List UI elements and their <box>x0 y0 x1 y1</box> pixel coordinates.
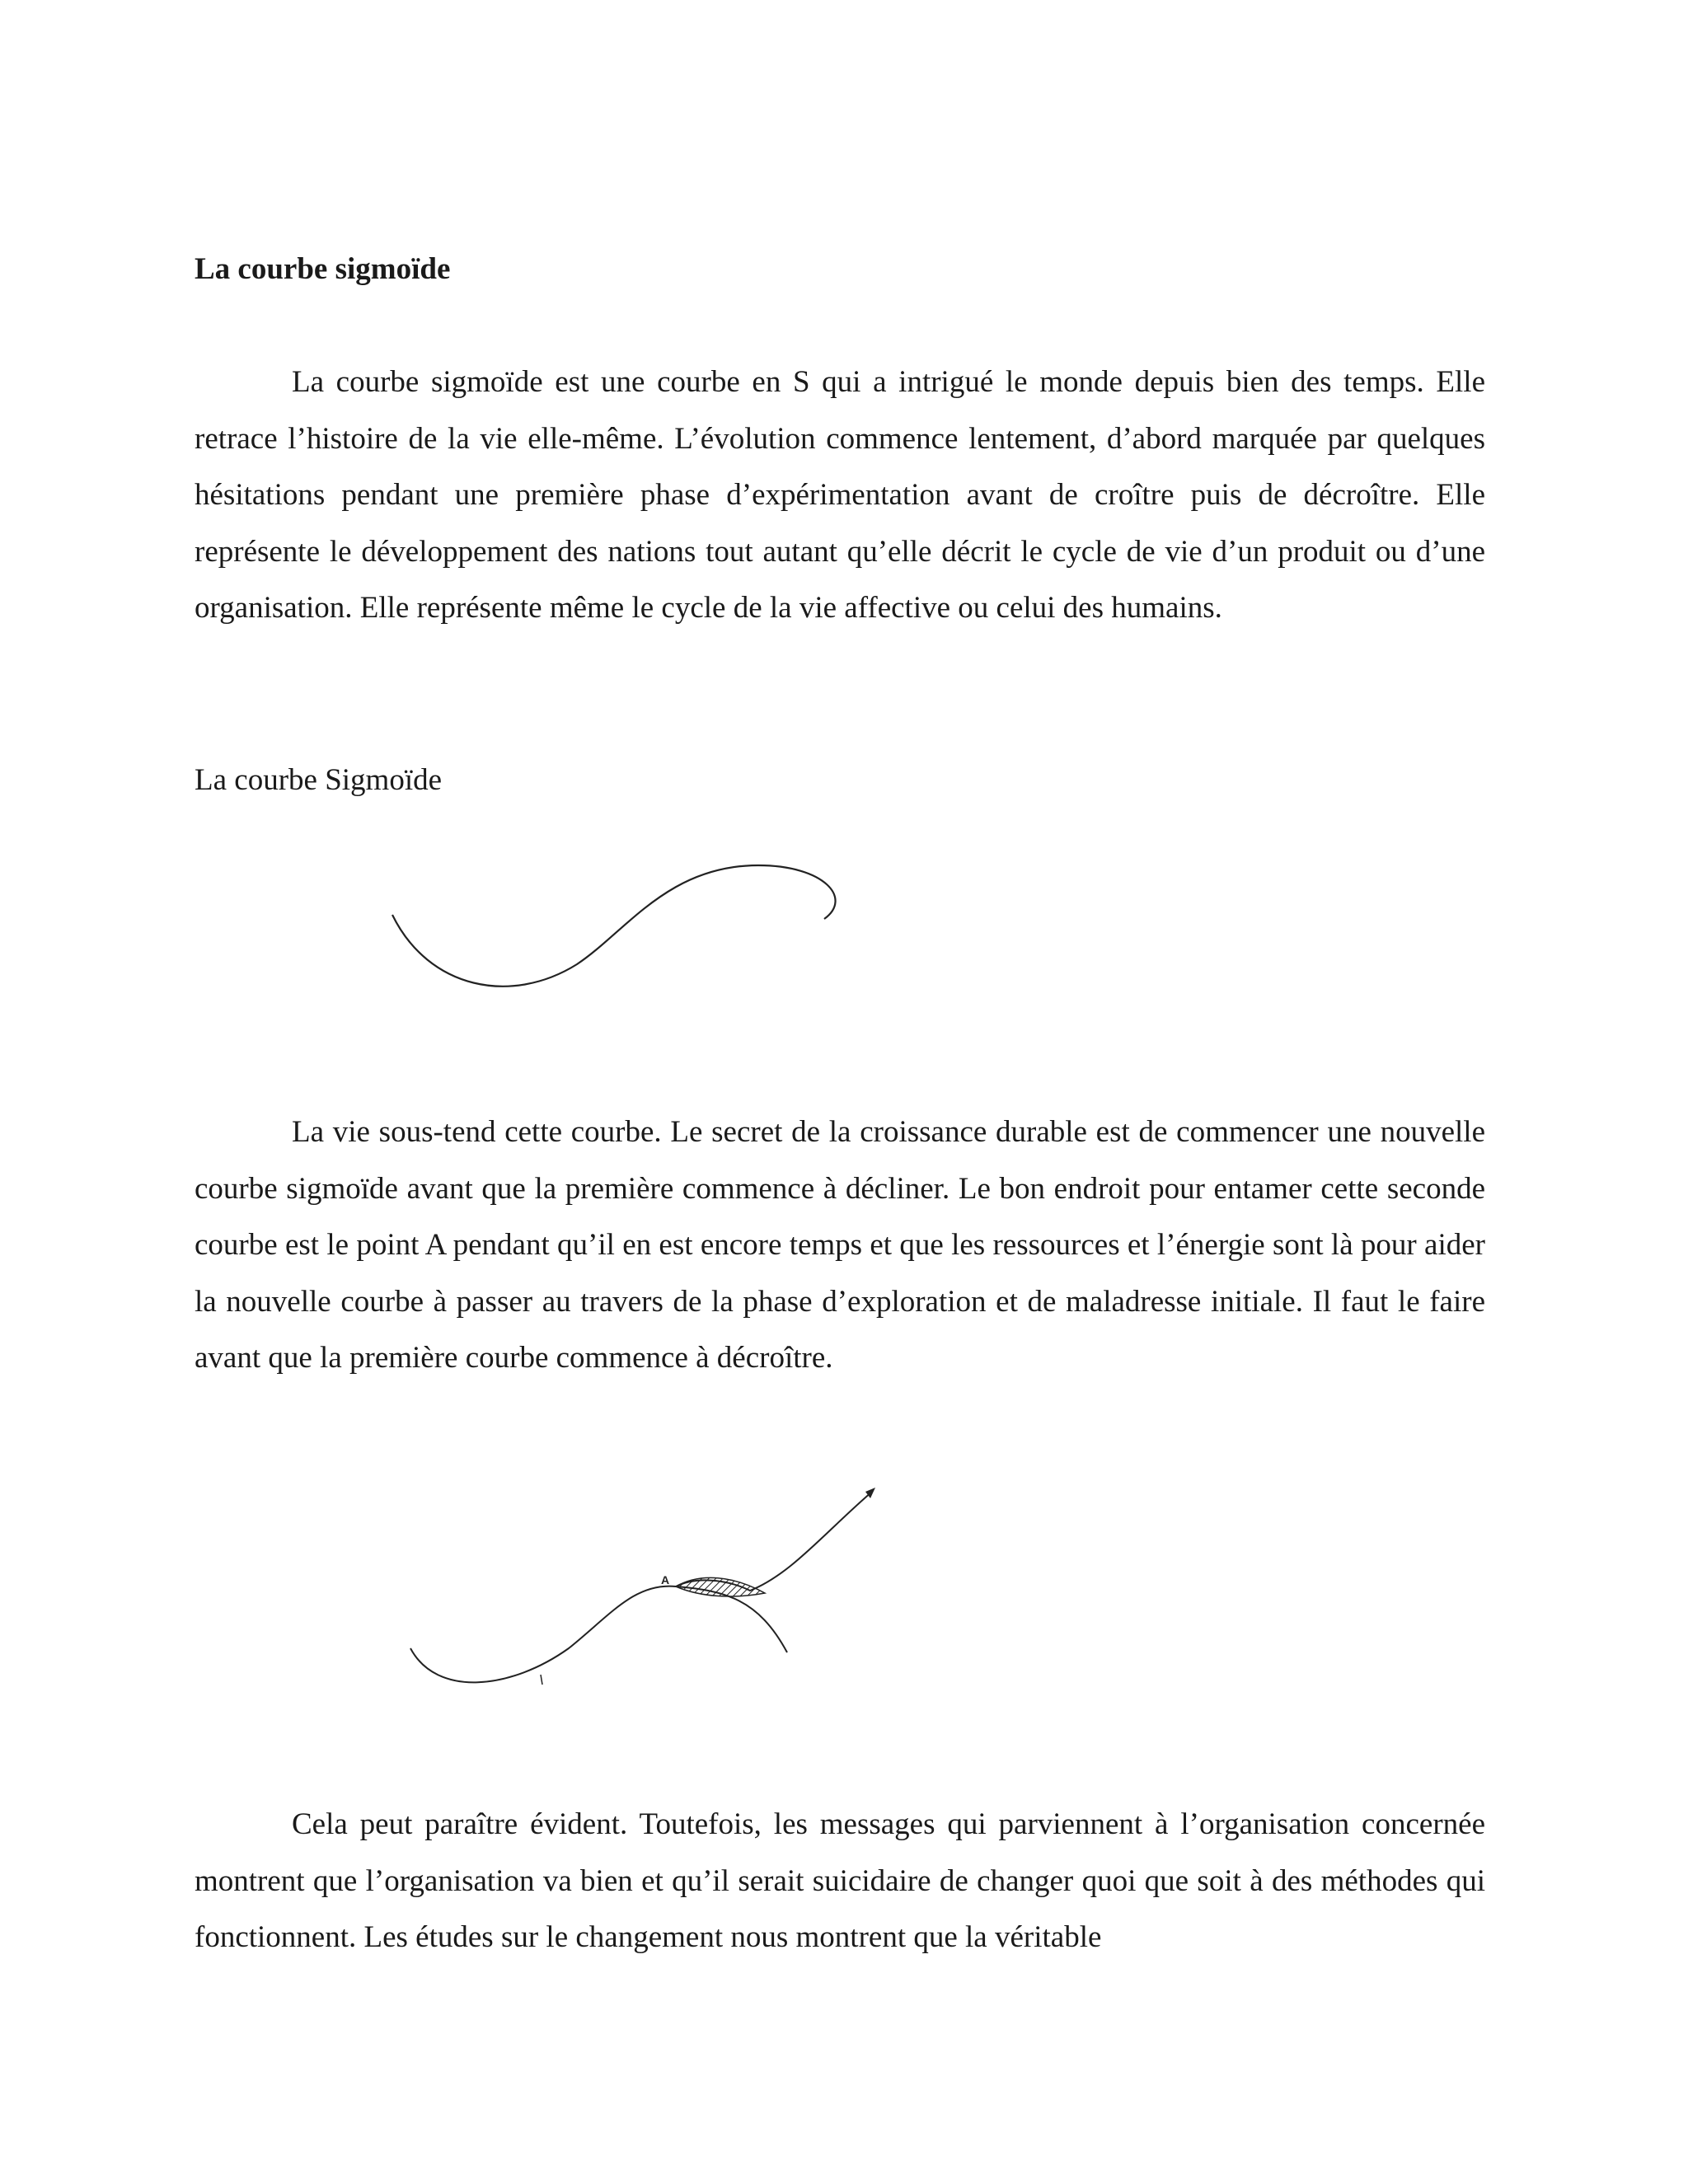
second-sigmoid-curve <box>676 1492 872 1591</box>
paragraph-second-curve: La vie sous-tend cette courbe. Le secret de la croissance durable est de commencer une nouvelle courbe sigmoïde avant que la première commence à décliner. Le bon endroit pour entamer cette seconde courbe est le point A pendant qu’il en est encore temps et que les ressources et l’énergie sont là pour aider la nouvelle courbe à passer au travers de la phase d’exploration et de maladresse initiale. Il faut le faire avant que la première courbe commence à décroître. <box>195 1115 1485 1375</box>
first-sigmoid-curve <box>410 1586 787 1683</box>
paragraph-evident: Cela peut paraître évident. Toutefois, les messages qui parviennent à l’organisation concernée montrent que l’organisation va bien et qu’il serait suicidaire de changer quoi que soit à des méthodes qui fonctionnent. Les études sur le changement nous montrent que la véritable <box>195 1807 1485 1954</box>
hatched-overlap-area <box>676 1577 765 1596</box>
sigmoid-curve-figure <box>379 857 907 1030</box>
section-heading: La courbe sigmoïde <box>195 252 451 286</box>
paragraph-intro: La courbe sigmoïde est une courbe en S qui a intrigué le monde depuis bien des temps. Elle retrace l’histoire de la vie elle-même. L’évolution commence lentement, d’abord marquée par quelques hésitations pendant une première phase d’expérimentation avant de croître puis de décroître. Elle représente le développement des nations tout autant qu’elle décrit le cycle de vie d’un produit ou d’une organisation. Elle représente même le cycle de la vie affective ou celui des humains. <box>195 365 1485 625</box>
figure-caption: La courbe Sigmoïde <box>195 763 443 797</box>
tick-mark <box>541 1675 542 1685</box>
point-a-label: A <box>661 1573 670 1586</box>
sigmoid-curve <box>392 865 836 987</box>
double-sigmoid-figure <box>363 1483 890 1698</box>
